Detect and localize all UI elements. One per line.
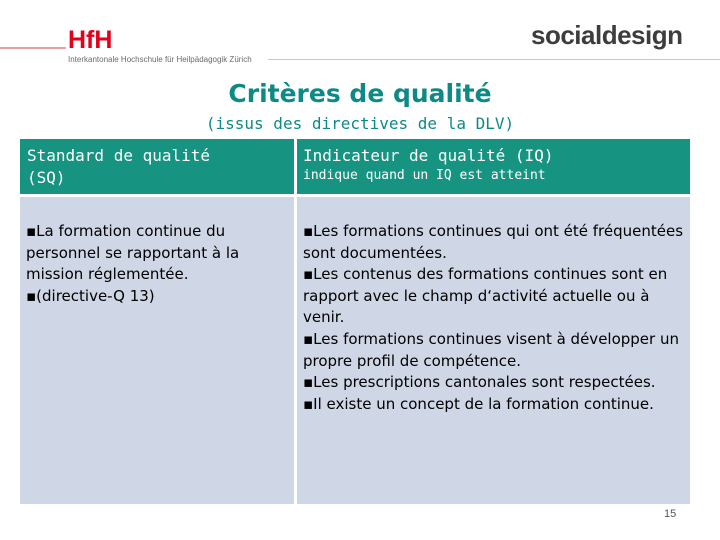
- body-cell-indicator: [297, 197, 690, 504]
- standard-body-text: ▪La formation continue du personnel se rapportant à la mission réglementée. ▪(directive-Q 13): [26, 222, 240, 305]
- body-cell-standard: [20, 197, 294, 504]
- slide-subtitle: (issus des directives de la DLV): [205, 114, 515, 133]
- quality-criteria-table: [20, 139, 690, 504]
- indicator-body-text: ▪Les formations continues qui ont été fréquentées sont documentées. ▪Les contenus des formations continues sont en rapport avec le champ d‘activité actuelle ou à venir. ▪Les formations continues visent à développer un propre profil de compétence. ▪Les prescriptions cantonales sont respectées. ▪Il existe un concept de la formation continue.: [303, 222, 684, 413]
- hfh-logo-subtitle: Interkantonale Hochschule für Heilpädagogik Zürich: [68, 55, 252, 64]
- standard-header-label: Standard de qualité (SQ): [27, 146, 211, 187]
- slide-title: Critères de qualité: [228, 79, 492, 108]
- header-cell-indicator: [297, 139, 690, 194]
- header-accent-line: [0, 47, 66, 49]
- hfh-logo: HfH: [68, 26, 113, 54]
- socialdesign-logo: socialdesign: [531, 20, 683, 50]
- indicator-header-label: Indicateur de qualité (IQ): [303, 146, 554, 165]
- header-cell-standard: [20, 139, 294, 194]
- header-divider: [268, 59, 720, 60]
- page-number: 15: [664, 508, 677, 520]
- indicator-header-sublabel: indique quand un IQ est atteint: [303, 168, 546, 183]
- column-separator: [294, 139, 297, 504]
